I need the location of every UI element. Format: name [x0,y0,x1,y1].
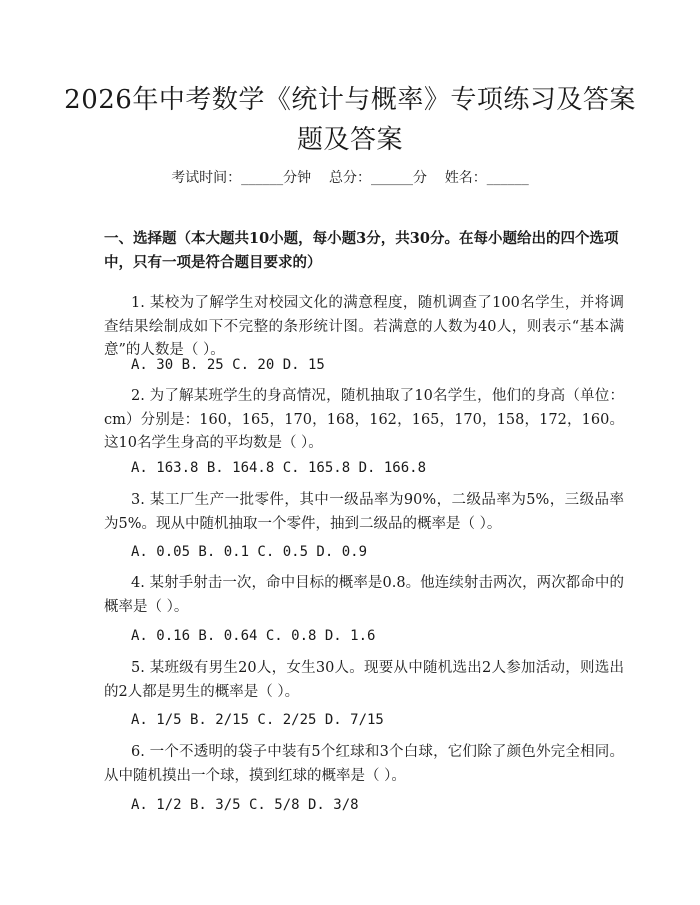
question-1: 1. 某校为了解学生对校园文化的满意程度，随机调查了100名学生，并将调查结果绘制成如下不完整的条形统计图。若满意的人数为40人，则表示“基本满意”的人数是（ ）。 [104,295,624,358]
question-1-options: A. 30 B. 25 C. 20 D. 15 [131,357,325,373]
question-3: 3. 某工厂生产一批零件，其中一级品率为90%，二级品率为5%，三级品率为5%。现从中随机抽取一个零件，抽到二级品的概率是（ ）。 [104,492,624,532]
exam-meta-line: 考试时间：______分钟 总分：______分 姓名：______ [171,170,529,186]
question-2: 2. 为了解某班学生的身高情况，随机抽取了10名学生，他们的身高（单位：cm）分别是：160，165，170，168，162，165，170，158，172，160。这10名学生身高的平均数是（ ）。 [104,388,624,451]
question-5-options: A. 1/5 B. 2/15 C. 2/25 D. 7/15 [131,712,384,728]
question-2-options: A. 163.8 B. 164.8 C. 165.8 D. 166.8 [131,460,427,476]
document-title: 2026年中考数学《统计与概率》专项练习及答案题及答案 [64,85,636,155]
section-heading: 一、选择题（本大题共10小题，每小题3分，共30分。在每小题给出的四个选项中，只有一项是符合题目要求的） [104,230,619,271]
question-4: 4. 某射手射击一次，命中目标的概率是0.8。他连续射击两次，两次都命中的概率是（ ）。 [104,575,624,615]
question-3-options: A. 0.05 B. 0.1 C. 0.5 D. 0.9 [131,544,368,560]
question-6: 6. 一个不透明的袋子中装有5个红球和3个白球，它们除了颜色外完全相同。从中随机摸出一个球，摸到红球的概率是（ ）。 [104,744,624,784]
question-4-options: A. 0.16 B. 0.64 C. 0.8 D. 1.6 [131,628,376,644]
question-6-options: A. 1/2 B. 3/5 C. 5/8 D. 3/8 [131,797,359,813]
question-5: 5. 某班级有男生20人，女生30人。现要从中随机选出2人参加活动，则选出的2人都是男生的概率是（ ）。 [104,660,624,700]
